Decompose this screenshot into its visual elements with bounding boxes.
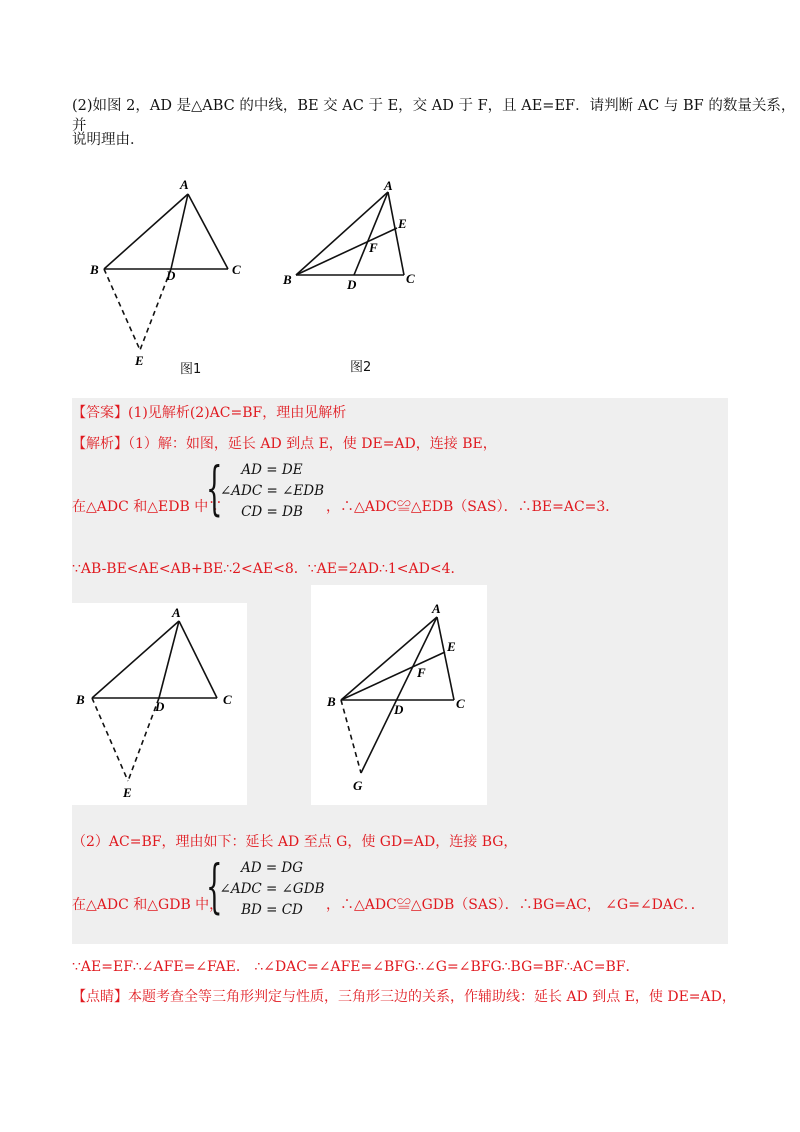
system-2 [218, 858, 326, 921]
system-brace-2: { [206, 852, 223, 920]
system-brace-1: { [206, 454, 223, 522]
segment-ac [179, 621, 217, 698]
figure-1-lower [72, 603, 247, 805]
label-b: B [76, 692, 85, 707]
segment-ad [171, 194, 188, 269]
figure-1 [80, 170, 260, 375]
segment-ab [296, 192, 388, 275]
segment-ac [388, 192, 404, 275]
segment-ad [159, 621, 179, 698]
label-e: E [447, 639, 456, 654]
line-after: ∵AE=EF∴∠AFE=∠FAE． ∴∠DAC=∠AFE=∠BFG∴∠G=∠BFG∴BG=BF∴AC=BF． [72, 959, 640, 975]
label-a: A [180, 177, 189, 192]
figure-2-caption: 图2 [350, 360, 372, 375]
segment-be-dashed [92, 698, 128, 781]
part2-in-prefix: 在△ADC 和△GDB 中， [72, 897, 224, 913]
system-1-eq-2: ∠ADC = ∠EDB [219, 483, 325, 499]
segment-bg-dashed [341, 700, 361, 773]
system-2-eq-1: AD = DG [240, 860, 304, 876]
comment-line: 【点睛】本题考查全等三角形判定与性质，三角形三边的关系，作辅助线：延长 AD 到点 E，使 DE=AD， [72, 989, 736, 1005]
label-c: C [232, 262, 241, 277]
segment-be [296, 228, 397, 275]
answer-line: 【答案】(1)见解析(2)AC=BF，理由见解析 [72, 405, 347, 421]
system-1 [218, 460, 326, 523]
label-f: F [369, 240, 378, 255]
system-1-eq-1: AD = DE [241, 462, 303, 478]
segment-ac [437, 617, 454, 700]
question-line-2: 说明理由． [72, 132, 145, 148]
segment-ab [92, 621, 179, 698]
label-c: C [456, 696, 465, 711]
label-d: D [155, 699, 165, 714]
label-b: B [283, 272, 292, 287]
analysis-line-1: 【解析】（1）解：如图，延长 AD 到点 E，使 DE=AD，连接 BE， [72, 436, 497, 452]
segment-ab [341, 617, 437, 700]
analysis-in-prefix: 在△ADC 和△EDB 中∵ [72, 499, 223, 515]
label-c: C [406, 271, 415, 286]
segment-ab [104, 194, 188, 269]
label-a: A [172, 605, 181, 620]
segment-ag [361, 617, 437, 773]
label-a: A [384, 178, 393, 193]
label-a: A [432, 601, 441, 616]
label-b: B [327, 694, 336, 709]
part2-conclusion: ，∴△ADC≌△GDB（SAS）．∴BG=AC， ∠G=∠DAC．． [326, 897, 705, 913]
label-d: D [166, 268, 176, 283]
part2-line-1: （2）AC=BF，理由如下：延长 AD 至点 G，使 GD=AD，连接 BG， [72, 834, 518, 850]
figure-2 [278, 172, 428, 297]
system-1-eq-3: CD = DB [241, 504, 303, 520]
segment-ac [188, 194, 228, 269]
figure-2-lower [311, 585, 487, 805]
label-c: C [223, 692, 232, 707]
label-e: E [135, 353, 144, 368]
question-line-1: (2)如图 2，AD 是△ABC 的中线，BE 交 AC 于 E，交 AD 于 F，且 AE=EF．请判断 AC 与 BF 的数量关系，并 [72, 98, 796, 134]
system-2-eq-3: BD = CD [241, 902, 303, 918]
analysis-line-3: ∵AB-BE<AE<AB+BE∴2<AE<8．∵AE=2AD∴1<AD<4． [72, 561, 465, 577]
segment-be-dashed [104, 269, 140, 350]
figure-1-caption: 图1 [180, 362, 202, 377]
label-d: D [347, 277, 357, 292]
system-2-eq-2: ∠ADC = ∠GDB [219, 881, 325, 897]
analysis-conclusion: ，∴△ADC≌△EDB（SAS）．∴BE=AC=3． [326, 499, 620, 515]
label-e: E [398, 216, 407, 231]
label-b: B [90, 262, 99, 277]
label-d: D [394, 702, 404, 717]
segment-be [341, 652, 445, 700]
label-f: F [417, 665, 426, 680]
label-e: E [123, 785, 132, 800]
segment-ad [354, 192, 388, 275]
label-g: G [353, 778, 363, 793]
